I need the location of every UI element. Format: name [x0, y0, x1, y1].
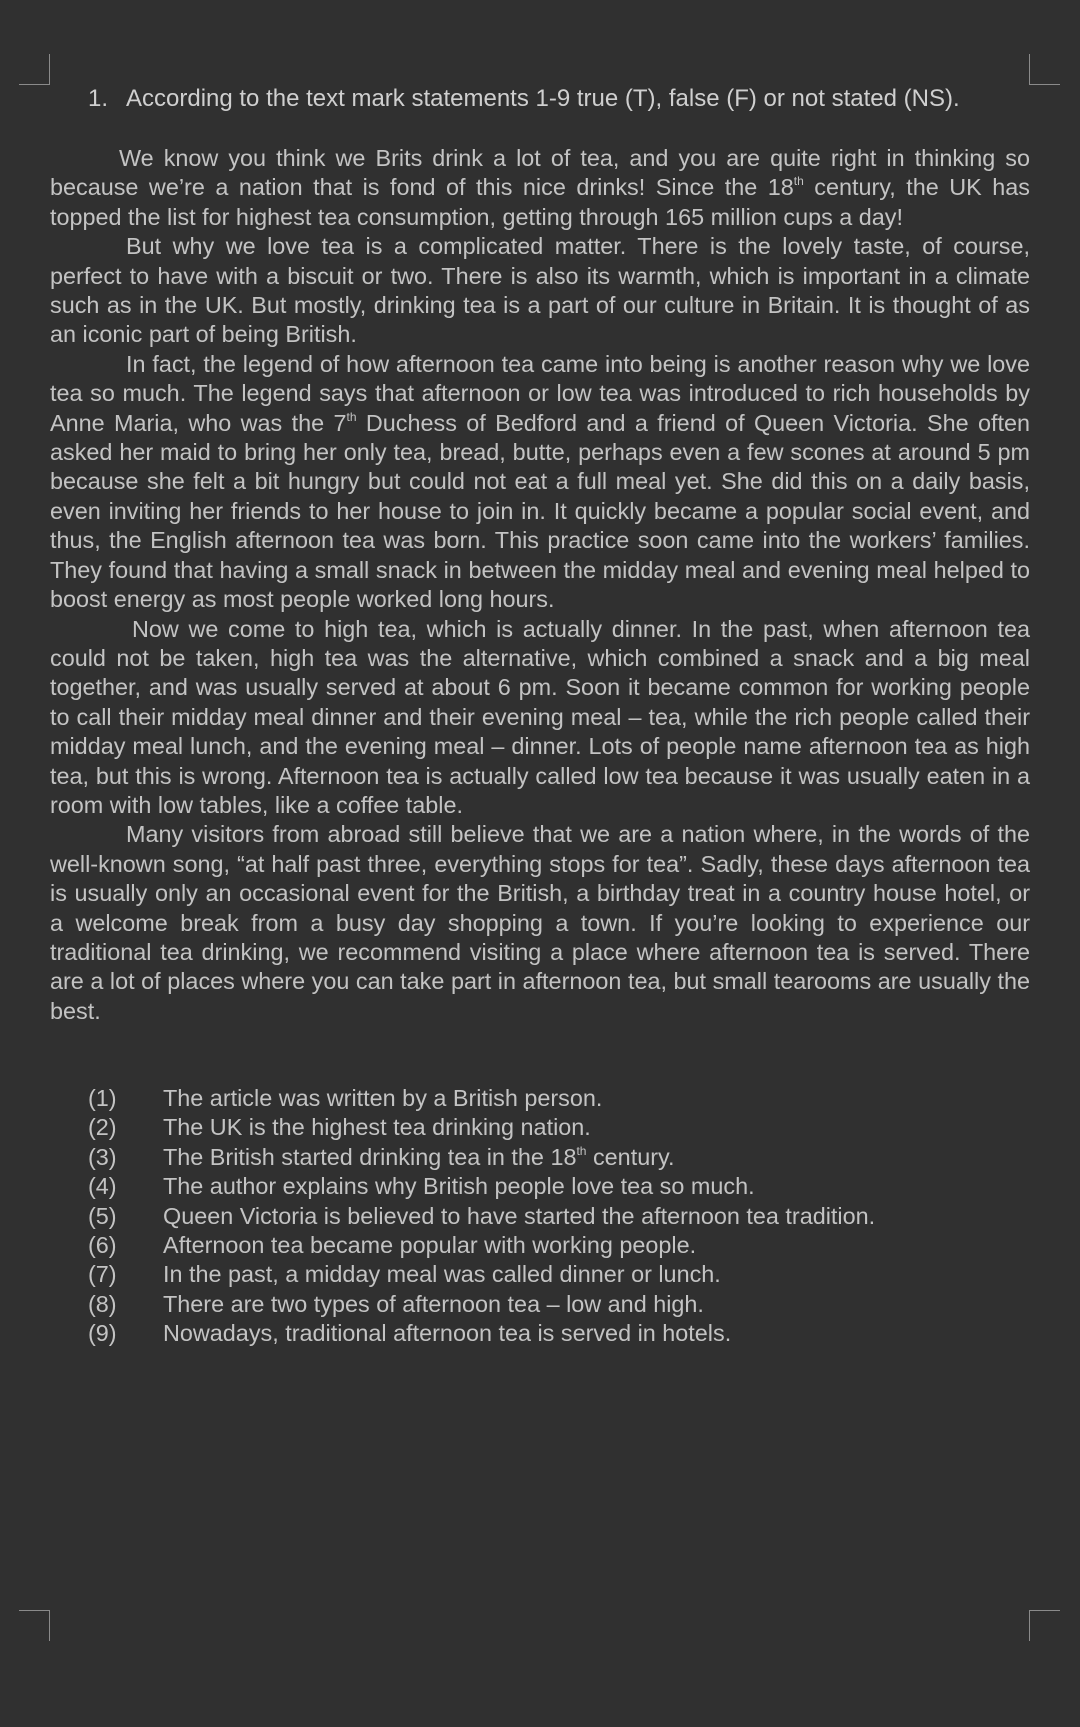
statement-item — [88, 1319, 1028, 1348]
statement-text: In the past, a midday meal was called dinner or lunch. — [163, 1261, 721, 1288]
statement-number: (2) — [88, 1114, 117, 1141]
statement-item — [88, 1290, 1028, 1319]
statement-item — [88, 1113, 1028, 1142]
statement-text-part: century. — [586, 1143, 675, 1170]
article-paragraph-3 — [50, 350, 1030, 615]
paragraph-text: We know you think we Brits drink a lot of tea, and you are quite right in thinking so because we’re a nation that is fond of this nice drinks! Since the 18 — [50, 145, 1030, 201]
page-corner-mark-top-left — [19, 54, 50, 85]
statement-item — [88, 1143, 1028, 1172]
page-corner-mark-top-right — [1029, 54, 1060, 85]
article-paragraph-1 — [50, 144, 1030, 232]
page-corner-mark-bottom-right — [1029, 1610, 1060, 1641]
ordinal-superscript: th — [793, 174, 804, 189]
article-paragraph-4: Now we come to high tea, which is actually dinner. In the past, when afternoon tea could not be taken, high tea was the alternative, which combined a snack and a big meal together, and was usually served at about 6 pm. Soon it became common for working people to call their midday meal dinner and their evening meal – tea, while the rich people called their midday meal lunch, and the evening meal – dinner. Lots of people name afternoon tea as high tea, but this is wrong. Afternoon tea is actually called low tea because it was usually eaten in a room with low tables, like a coffee table. — [50, 615, 1030, 818]
paragraph-text: In fact, the legend of how afternoon tea came into being is another reason why we love tea so much. The legend says that afternoon or low tea was introduced to rich households by Anne Maria, who was the 7 — [50, 350, 1030, 436]
page-corner-mark-bottom-left — [19, 1610, 50, 1641]
statement-number: (1) — [88, 1085, 117, 1111]
statement-number: (4) — [88, 1173, 117, 1200]
statement-text: There are two types of afternoon tea – low and high. — [163, 1290, 704, 1317]
statement-text: Afternoon tea became popular with working people. — [163, 1232, 697, 1259]
statement-number: (7) — [88, 1261, 117, 1288]
statement-item — [88, 1084, 1028, 1113]
article-text — [50, 144, 1030, 1026]
statement-text-part: The British started drinking tea in the 18 — [163, 1143, 577, 1170]
statement-list — [88, 1084, 1028, 1349]
statement-number: (3) — [88, 1143, 117, 1170]
statement-number: (6) — [88, 1232, 117, 1259]
paragraph-text: century, the UK has topped the list for highest tea consumption, getting through 165 million cups a day! — [50, 174, 1030, 230]
statement-item — [88, 1231, 1028, 1260]
statement-text: The author explains why British people love tea so much. — [163, 1173, 755, 1200]
statement-item — [88, 1172, 1028, 1201]
ordinal-superscript: th — [576, 1143, 587, 1158]
task-heading — [88, 82, 1028, 116]
task-number: 1. — [88, 85, 109, 112]
statement-number: (8) — [88, 1290, 117, 1317]
statement-text: Queen Victoria is believed to have started the afternoon tea tradition. — [163, 1202, 876, 1229]
statement-number: (9) — [88, 1320, 117, 1347]
statement-text — [163, 1143, 674, 1172]
statement-text: The UK is the highest tea drinking nation. — [163, 1114, 591, 1141]
ordinal-superscript: th — [346, 409, 357, 424]
statement-number: (5) — [88, 1202, 117, 1229]
article-paragraph-5: Many visitors from abroad still believe that we are a nation where, in the words of the well-known song, “at half past three, everything stops for tea”. Sadly, these days afternoon tea is usually only an occasional event for the British, a birthday treat in a country house hotel, or a welcome break from a busy day shopping a town. If you’re looking to experience our traditional tea drinking, we recommend visiting a place where afternoon tea is served. There are a lot of places where you can take part in afternoon tea, but small tearooms are usually the best. — [50, 821, 1030, 1024]
paragraph-text: Duchess of Bedford and a friend of Queen Victoria. She often asked her maid to bring her only tea, bread, butte, perhaps even a few scones at around 5 pm because she felt a bit hungry but could not eat a full meal yet. She did this on a daily basis, even inviting her friends to her house to join in. It quickly became a popular social event, and thus, the English afternoon tea was born. This practice soon came into the workers’ families. They found that having a small snack in between the midday meal and evening meal helped to boost energy as most people worked long hours. — [50, 409, 1031, 613]
statement-text: The article was written by a British person. — [163, 1085, 603, 1111]
task-instruction: According to the text mark statements 1-9 true (T), false (F) or not stated (NS). — [126, 85, 960, 112]
statement-text: Nowadays, traditional afternoon tea is served in hotels. — [163, 1320, 732, 1347]
statement-item — [88, 1260, 1028, 1289]
article-paragraph-2: But why we love tea is a complicated matter. There is the lovely taste, of course, perfect to have with a biscuit or two. There is also its warmth, which is important in a climate such as in the UK. But mostly, drinking tea is a part of our culture in Britain. It is thought of as an iconic part of being British. — [50, 233, 1030, 348]
statement-item — [88, 1202, 1028, 1231]
